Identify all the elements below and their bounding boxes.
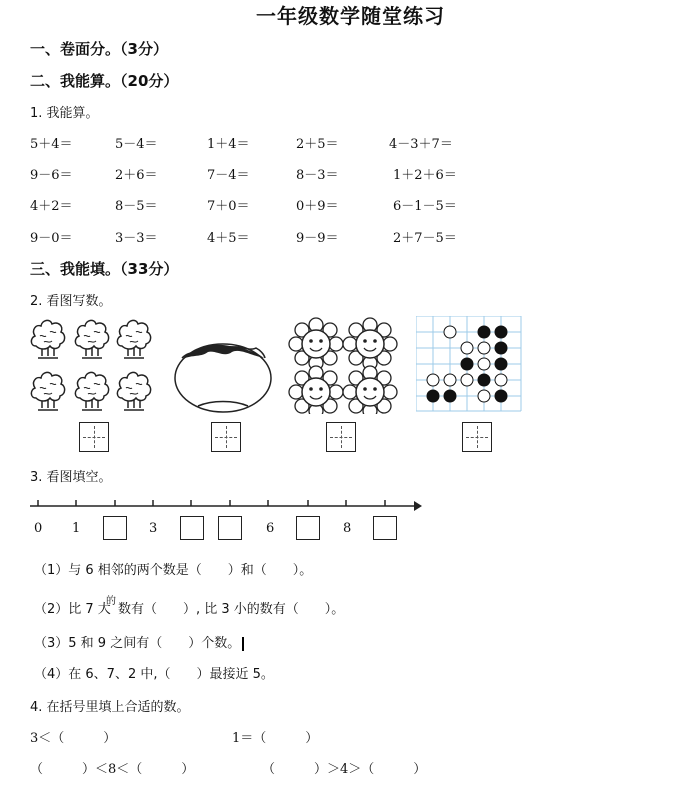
circle-grid bbox=[416, 316, 522, 412]
fill-item-2-inserted-char: 的 bbox=[106, 596, 116, 607]
fill-item-3-text: （3）5 和 9 之间有（ ）个数。 bbox=[34, 636, 241, 651]
equation: 4＋5＝ bbox=[207, 231, 250, 246]
compare-item: 3＜（ ） bbox=[30, 731, 117, 746]
numberline-label: 3 bbox=[149, 521, 158, 536]
compare-item: （ ）＜8＜（ ） bbox=[30, 762, 195, 777]
numberline-answer-box[interactable] bbox=[103, 516, 127, 540]
answer-box-circles[interactable] bbox=[462, 422, 492, 452]
equation: 4－3＋7＝ bbox=[389, 137, 453, 152]
numberline-label: 8 bbox=[343, 521, 352, 536]
flowers-illustration bbox=[286, 316, 398, 414]
trees-illustration bbox=[28, 316, 158, 422]
black-circle bbox=[427, 390, 439, 402]
black-circle bbox=[495, 358, 507, 370]
black-circle bbox=[495, 326, 507, 338]
equation: 2＋7－5＝ bbox=[393, 231, 457, 246]
equation: 8－5＝ bbox=[115, 199, 158, 214]
compare-item: 1＝（ ） bbox=[232, 731, 319, 746]
equation: 9－6＝ bbox=[30, 168, 73, 183]
fill-item-2-part-b: 数有（ ）, 比 3 小的数有（ ）。 bbox=[118, 602, 345, 617]
section-1-heading: 一、卷面分。（3分） bbox=[30, 40, 168, 58]
black-circle bbox=[478, 326, 490, 338]
page-title: 一年级数学随堂练习 bbox=[256, 4, 445, 28]
numberline-label: 6 bbox=[266, 521, 275, 536]
answer-box-bowl[interactable] bbox=[211, 422, 241, 452]
section-3-heading: 三、我能填。（33分） bbox=[30, 260, 179, 278]
text-cursor bbox=[242, 637, 244, 651]
white-circle bbox=[478, 390, 490, 402]
white-circle bbox=[461, 374, 473, 386]
equation: 9－0＝ bbox=[30, 231, 73, 246]
answer-box-flowers[interactable] bbox=[326, 422, 356, 452]
white-circle bbox=[427, 374, 439, 386]
equation: 4＋2＝ bbox=[30, 199, 73, 214]
numberline-label: 0 bbox=[34, 521, 43, 536]
section-2-heading: 二、我能算。（20分） bbox=[30, 72, 179, 90]
white-circle bbox=[461, 342, 473, 354]
equation: 7＋0＝ bbox=[207, 199, 250, 214]
black-circle bbox=[495, 390, 507, 402]
numberline-answer-box[interactable] bbox=[180, 516, 204, 540]
white-circle bbox=[495, 374, 507, 386]
equation: 1＋4＝ bbox=[207, 137, 250, 152]
equation: 5＋4＝ bbox=[30, 137, 73, 152]
numberline-answer-box[interactable] bbox=[373, 516, 397, 540]
fill-item-1: （1）与 6 相邻的两个数是（ ）和（ ）。 bbox=[34, 563, 313, 578]
equation: 7－4＝ bbox=[207, 168, 250, 183]
equation: 5－4＝ bbox=[115, 137, 158, 152]
equation: 9－9＝ bbox=[296, 231, 339, 246]
numberline-answer-box[interactable] bbox=[296, 516, 320, 540]
equation: 1＋2＋6＝ bbox=[393, 168, 457, 183]
white-circle bbox=[478, 342, 490, 354]
answer-box-trees[interactable] bbox=[79, 422, 109, 452]
numberline-label: 1 bbox=[72, 521, 81, 536]
white-circle bbox=[478, 358, 490, 370]
question-3-label: 3. 看图填空。 bbox=[30, 470, 112, 485]
equation: 2＋6＝ bbox=[115, 168, 158, 183]
question-4-label: 4. 在括号里填上合适的数。 bbox=[30, 700, 190, 715]
white-circle bbox=[444, 374, 456, 386]
equation: 6－1－5＝ bbox=[393, 199, 457, 214]
equation: 3－3＝ bbox=[115, 231, 158, 246]
black-circle bbox=[444, 390, 456, 402]
black-circle bbox=[478, 374, 490, 386]
fill-item-3 bbox=[34, 632, 244, 651]
black-circle bbox=[495, 342, 507, 354]
black-circle bbox=[461, 358, 473, 370]
question-2-label: 2. 看图写数。 bbox=[30, 294, 112, 309]
fill-item-2-part-a: （2）比 7 大 bbox=[34, 602, 111, 617]
numberline-answer-box[interactable] bbox=[218, 516, 242, 540]
white-circle bbox=[444, 326, 456, 338]
equation: 2＋5＝ bbox=[296, 137, 339, 152]
compare-item: （ ）＞4＞（ ） bbox=[262, 762, 427, 777]
question-1-label: 1. 我能算。 bbox=[30, 106, 99, 121]
equation: 0＋9＝ bbox=[296, 199, 339, 214]
equation: 8－3＝ bbox=[296, 168, 339, 183]
fill-item-4: （4）在 6、7、2 中,（ ）最接近 5。 bbox=[34, 667, 274, 682]
bowl-illustration bbox=[172, 340, 274, 416]
number-line bbox=[28, 496, 424, 516]
